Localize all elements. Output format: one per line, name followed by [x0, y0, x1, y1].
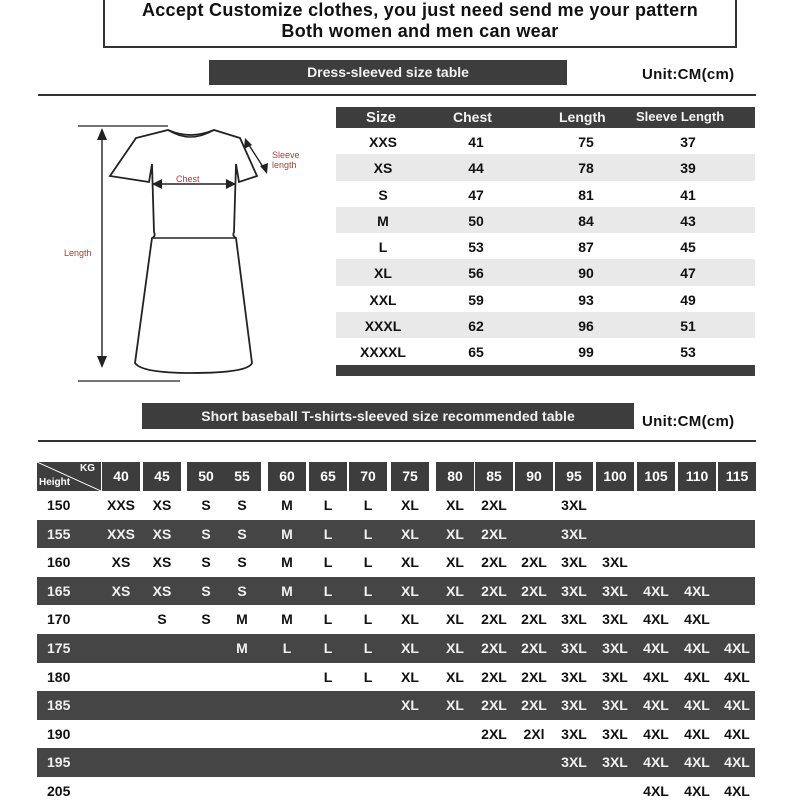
size-recommendation-cell: XS	[152, 497, 172, 513]
size-recommendation-cell: L	[363, 582, 373, 599]
measure-cell: 56	[468, 265, 484, 282]
dress-table-title: Dress-sleeved size table	[209, 60, 567, 85]
recommend-table-row	[37, 520, 755, 549]
size-recommendation-cell: XL	[446, 668, 464, 685]
size-cell: XXL	[369, 291, 397, 308]
dress-size-table	[336, 107, 755, 376]
size-recommendation-cell: M	[236, 639, 248, 656]
size-recommendation-cell: L	[323, 639, 333, 656]
weight-header-cell: 50	[187, 462, 225, 491]
size-recommendation-cell: 3XL	[561, 668, 587, 685]
recommend-table-row	[37, 720, 755, 749]
size-recommendation-cell: L	[282, 639, 292, 656]
measure-cell: 45	[680, 239, 696, 256]
size-recommendation-cell: 4XL	[684, 611, 710, 628]
measure-cell: 39	[680, 160, 696, 177]
size-recommendation-cell: L	[363, 554, 373, 571]
size-recommendation-cell: L	[323, 525, 333, 542]
size-recommendation-cell: 4XL	[643, 611, 669, 628]
size-recommendation-cell: L	[323, 582, 333, 599]
measure-cell: 43	[680, 212, 696, 229]
weight-header-cell: 95	[555, 462, 593, 491]
measure-cell: 84	[578, 212, 594, 229]
recommend-table-row	[37, 605, 755, 634]
size-recommendation-cell: 3XL	[602, 611, 628, 628]
recommend-table-header	[37, 459, 755, 491]
size-recommendation-cell: L	[363, 525, 373, 542]
size-recommendation-cell: S	[201, 611, 211, 628]
size-recommendation-cell: 3XL	[602, 697, 628, 714]
dress-table-row	[336, 207, 755, 233]
size-recommendation-cell: XXS	[106, 525, 136, 542]
size-cell: M	[377, 212, 389, 229]
size-recommendation-cell: 3XL	[561, 611, 587, 628]
recommend-table-row	[37, 663, 755, 692]
recommend-table-title: Short baseball T-shirts-sleeved size recommended table	[142, 403, 634, 429]
measure-cell: 49	[680, 291, 696, 308]
dress-table-row	[336, 338, 755, 364]
size-recommendation-cell: 2XL	[521, 697, 547, 714]
size-recommendation-cell: 2XL	[521, 639, 547, 656]
size-recommendation-cell: S	[237, 582, 247, 599]
corner-height-label: Height	[39, 477, 71, 488]
size-recommendation-cell: S	[237, 525, 247, 542]
height-cell: 205	[47, 782, 71, 799]
size-recommendation-cell: 4XL	[643, 582, 669, 599]
size-recommendation-cell: 4XL	[684, 782, 710, 799]
size-recommendation-cell: 4XL	[643, 668, 669, 685]
size-recommendation-cell: 4XL	[643, 782, 669, 799]
recommend-table-row	[37, 634, 755, 663]
size-recommendation-cell: M	[281, 611, 293, 628]
size-recommendation-cell: XL	[401, 554, 419, 571]
measure-cell: 51	[680, 318, 696, 335]
size-recommendation-cell: L	[363, 668, 373, 685]
size-recommendation-cell: 4XL	[684, 582, 710, 599]
size-recommendation-cell: XL	[401, 525, 419, 542]
size-recommendation-cell: M	[281, 554, 293, 571]
measure-cell: 87	[578, 239, 594, 256]
height-cell: 185	[47, 697, 71, 714]
size-recommendation-cell: XL	[401, 639, 419, 656]
weight-header-cell: 115	[718, 462, 756, 491]
height-cell: 195	[47, 754, 71, 771]
weight-header-cell: 75	[391, 462, 429, 491]
measure-cell: 41	[468, 134, 484, 150]
size-recommendation-cell: 2XL	[521, 582, 547, 599]
weight-header-cell: 65	[309, 462, 347, 491]
size-recommendation-cell: 3XL	[602, 754, 628, 771]
header-line-1: Accept Customize clothes, you just need send me your pattern	[141, 0, 699, 20]
size-recommendation-cell: L	[323, 554, 333, 571]
measure-cell: 75	[578, 134, 594, 150]
size-recommendation-cell: 3XL	[561, 554, 587, 571]
dress-table-header	[336, 107, 755, 128]
size-recommendation-cell: L	[363, 611, 373, 628]
size-recommendation-cell: L	[363, 497, 373, 513]
size-recommendation-cell: XL	[446, 497, 464, 513]
size-recommendation-cell: S	[157, 611, 167, 628]
size-recommendation-cell: 2XL	[521, 668, 547, 685]
size-recommendation-cell: XL	[401, 497, 419, 513]
corner-kg-label: KG	[80, 463, 95, 474]
length-label: Length	[64, 248, 92, 258]
size-recommendation-cell: XS	[111, 582, 131, 599]
weight-header-cell: 90	[515, 462, 553, 491]
dress-table-row	[336, 154, 755, 180]
size-recommendation-cell: 2XL	[481, 725, 507, 742]
size-recommendation-cell: XS	[111, 554, 131, 571]
size-recommendation-cell: 4XL	[684, 697, 710, 714]
weight-header-cell: 105	[637, 462, 675, 491]
header-banner	[103, 0, 737, 48]
height-cell: 175	[47, 639, 71, 656]
size-cell: XS	[373, 160, 393, 177]
size-recommendation-cell: M	[236, 611, 248, 628]
weight-header-cell: 40	[102, 462, 140, 491]
size-recommendation-cell: XL	[446, 525, 464, 542]
size-recommendation-cell: 4XL	[684, 754, 710, 771]
sleeve-length-label: Sleeve length	[272, 150, 300, 170]
size-recommendation-cell: M	[281, 582, 293, 599]
size-recommendation-cell: 3XL	[561, 582, 587, 599]
size-recommendation-cell: XL	[446, 697, 464, 714]
size-recommendation-cell: XXS	[106, 497, 136, 513]
measure-cell: 41	[680, 186, 696, 203]
recommend-table-row	[37, 691, 755, 720]
height-cell: 160	[47, 554, 71, 571]
section-divider	[38, 94, 756, 96]
weight-header-cell: 110	[678, 462, 716, 491]
recommend-table-row	[37, 577, 755, 606]
measure-cell: 96	[578, 318, 594, 335]
height-cell: 155	[47, 525, 71, 542]
size-recommendation-cell: 4XL	[643, 725, 669, 742]
size-recommendation-cell: XL	[446, 611, 464, 628]
size-recommendation-cell: 3XL	[561, 697, 587, 714]
weight-header-cell: 85	[475, 462, 513, 491]
size-recommendation-cell: XL	[401, 582, 419, 599]
col-sleeve-header: Sleeve Length	[636, 109, 725, 124]
size-recommendation-cell: 3XL	[561, 725, 587, 742]
col-size-header: Size	[366, 109, 397, 126]
size-recommendation-cell: XS	[152, 525, 172, 542]
measure-cell: 53	[680, 344, 696, 361]
size-cell: XXXXL	[360, 344, 406, 361]
measure-cell: 62	[468, 318, 484, 335]
size-recommendation-cell: 2XL	[481, 582, 507, 599]
size-recommendation-cell: 2XL	[481, 668, 507, 685]
measure-cell: 50	[468, 212, 484, 229]
size-recommendation-cell: XL	[401, 697, 419, 714]
weight-header-cell: 55	[223, 462, 261, 491]
size-recommendation-cell: 2XL	[481, 497, 507, 513]
size-recommendation-cell: XL	[446, 639, 464, 656]
size-recommendation-cell: 2XL	[521, 611, 547, 628]
height-cell: 165	[47, 582, 71, 599]
size-recommendation-cell: 3XL	[561, 754, 587, 771]
col-length-header: Length	[559, 109, 606, 125]
dress-unit-label: Unit:CM(cm)	[642, 66, 735, 83]
size-recommendation-cell: S	[201, 582, 211, 599]
header-line-2: Both women and men can wear	[281, 21, 559, 41]
size-recommendation-cell: S	[201, 554, 211, 571]
corner-cell	[37, 462, 101, 491]
dress-table-body	[336, 128, 755, 365]
measure-cell: 47	[680, 265, 696, 282]
recommend-unit-label: Unit:CM(cm)	[642, 413, 735, 430]
dress-table-row	[336, 259, 755, 285]
measure-cell: 78	[578, 160, 594, 177]
size-cell: XXXL	[364, 318, 402, 335]
measure-cell: 93	[578, 291, 594, 308]
dress-diagram	[60, 118, 340, 388]
size-recommendation-cell: XL	[446, 554, 464, 571]
size-recommendation-cell: S	[237, 554, 247, 571]
weight-header-cell: 45	[143, 462, 181, 491]
size-recommendation-cell: 4XL	[684, 639, 710, 656]
size-recommendation-cell: 4XL	[684, 725, 710, 742]
size-recommendation-cell: S	[201, 497, 211, 513]
recommend-table-row	[37, 777, 755, 806]
size-recommendation-cell: 3XL	[561, 525, 587, 542]
measure-cell: 81	[578, 186, 594, 203]
size-recommendation-cell: XL	[401, 611, 419, 628]
size-recommendation-cell: 2XL	[481, 554, 507, 571]
size-cell: XXS	[368, 134, 398, 150]
recommend-table-row	[37, 491, 755, 520]
size-recommendation-cell: 4XL	[724, 668, 750, 685]
section-divider-2	[38, 440, 756, 442]
col-chest-header: Chest	[453, 109, 492, 125]
size-recommendation-cell: 3XL	[602, 639, 628, 656]
size-recommendation-cell: XS	[152, 582, 172, 599]
dress-table-footer	[336, 365, 755, 376]
recommend-table-row	[37, 548, 755, 577]
size-recommendation-cell: L	[323, 668, 333, 685]
size-recommendation-cell: 4XL	[724, 697, 750, 714]
size-recommendation-cell: S	[237, 497, 247, 513]
size-recommendation-cell: 3XL	[561, 639, 587, 656]
measure-cell: 99	[578, 344, 594, 361]
dress-table-row	[336, 128, 755, 154]
size-recommendation-cell: 2XL	[481, 611, 507, 628]
size-cell: L	[378, 239, 388, 256]
size-recommendation-cell: 4XL	[643, 697, 669, 714]
size-recommendation-cell: 4XL	[724, 639, 750, 656]
weight-header-cell: 80	[436, 462, 474, 491]
size-recommendation-cell: XS	[152, 554, 172, 571]
chest-label: Chest	[176, 174, 200, 184]
size-recommendation-cell: 2XL	[481, 639, 507, 656]
weight-header-cell: 100	[596, 462, 634, 491]
measure-cell: 53	[468, 239, 484, 256]
measure-cell: 47	[468, 186, 484, 203]
size-cell: S	[378, 186, 388, 203]
weight-header-cell: 60	[268, 462, 306, 491]
size-recommendation-cell: 3XL	[602, 725, 628, 742]
size-recommendation-cell: L	[363, 639, 373, 656]
size-recommendation-cell: 4XL	[643, 639, 669, 656]
size-recommendation-cell: L	[323, 497, 333, 513]
size-recommendation-cell: 2Xl	[523, 725, 545, 742]
size-cell: XL	[374, 265, 392, 282]
measure-cell: 37	[680, 134, 696, 150]
size-recommendation-cell: 3XL	[602, 582, 628, 599]
recommend-table-row	[37, 748, 755, 777]
height-cell: 150	[47, 497, 71, 513]
size-recommendation-cell: 2XL	[481, 697, 507, 714]
height-cell: 180	[47, 668, 71, 685]
size-recommendation-cell: XL	[401, 668, 419, 685]
size-recommendation-cell: M	[281, 497, 293, 513]
size-recommendation-cell: S	[201, 525, 211, 542]
dress-table-row	[336, 312, 755, 338]
measure-cell: 59	[468, 291, 484, 308]
dress-table-row	[336, 233, 755, 259]
size-recommendation-cell: 4XL	[643, 754, 669, 771]
measure-cell: 90	[578, 265, 594, 282]
size-recommendation-cell: 2XL	[481, 525, 507, 542]
size-recommendation-cell: M	[281, 525, 293, 542]
size-recommendation-cell: 3XL	[602, 668, 628, 685]
size-recommendation-cell: 4XL	[684, 668, 710, 685]
height-cell: 170	[47, 611, 71, 628]
dress-table-row	[336, 286, 755, 312]
size-recommendation-cell: L	[323, 611, 333, 628]
size-recommendation-cell: 4XL	[724, 725, 750, 742]
measure-cell: 44	[468, 160, 484, 177]
size-recommendation-cell: 2XL	[521, 554, 547, 571]
size-recommendation-cell: XL	[446, 582, 464, 599]
size-recommendation-cell: 3XL	[602, 554, 628, 571]
recommend-table-body	[37, 491, 755, 806]
measure-cell: 65	[468, 344, 484, 361]
weight-header-cell: 70	[349, 462, 387, 491]
size-recommendation-cell: 4XL	[724, 782, 750, 799]
size-recommendation-cell: 4XL	[724, 754, 750, 771]
height-cell: 190	[47, 725, 71, 742]
dress-table-row	[336, 181, 755, 207]
recommend-size-table	[37, 459, 755, 806]
size-recommendation-cell: 3XL	[561, 497, 587, 513]
